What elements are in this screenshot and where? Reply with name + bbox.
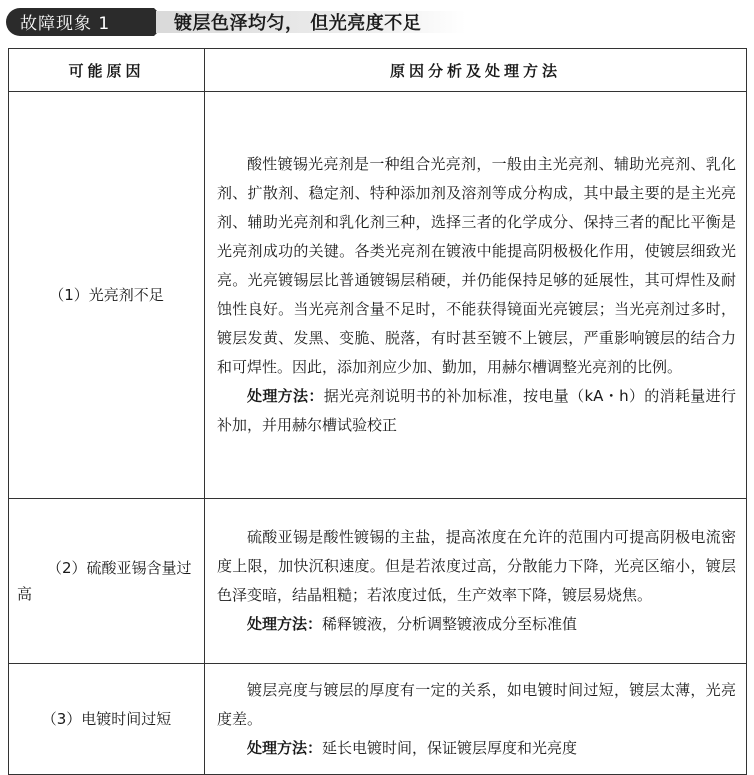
analysis-text: 镀层亮度与镀层的厚度有一定的关系，如电镀时间过短，镀层太薄，光亮度差。 — [217, 680, 736, 728]
table-row — [9, 499, 747, 664]
fault-header — [6, 6, 486, 38]
method-label: 处理方法： — [247, 738, 323, 757]
method-text: 稀释镀液，分析调整镀液成分至标准值 — [322, 615, 578, 633]
cause-text: （1）光亮剂不足 — [49, 286, 164, 304]
analysis-text: 硫酸亚锡是酸性镀锡的主盐，提高浓度在允许的范围内可提高阴极电流密度上限，加快沉积速度。但是若浓度过高，分散能力下降，光亮区缩小，镀层色泽变暗，结晶粗糙；若浓度过低，生产效率下降，镀层易烧焦。 — [217, 528, 736, 604]
analysis-cell — [205, 499, 747, 664]
cause-cell — [9, 664, 205, 775]
analysis-text: 酸性镀锡光亮剂是一种组合光亮剂，一般由主光亮剂、辅助光亮剂、乳化剂、扩散剂、稳定剂、特种添加剂及溶剂等成分构成，其中最主要的是主光亮剂、辅助光亮剂和乳化剂三种，选择三者的化学成分、保持三者的配比平衡是光亮剂成功的关键。各类光亮剂在镀液中能提高阴极极化作用，使镀层细致光亮。光亮镀锡层比普通镀锡层稍硬，并仍能保持足够的延展性，其可焊性及耐蚀性良好。当光亮剂含量不足时，不能获得镜面光亮镀层；当光亮剂过多时，镀层发黄、发黑、变脆、脱落，有时甚至镀不上镀层，严重影响镀层的结合力和可焊性。因此，添加剂应少加、勤加，用赫尔槽调整光亮剂的比例。 — [217, 155, 736, 376]
cause-cell — [9, 499, 205, 664]
column-header-analysis: 原因分析及处理方法 — [205, 49, 747, 92]
cause-cell — [9, 92, 205, 499]
method-paragraph — [217, 734, 736, 763]
method-text: 延长电镀时间，保证镀层厚度和光亮度 — [322, 738, 578, 757]
analysis-cell — [205, 664, 747, 775]
fault-title: 镀层色泽均匀， 但光亮度不足 — [174, 13, 422, 34]
analysis-cell — [205, 92, 747, 499]
method-label: 处理方法： — [247, 615, 323, 633]
method-paragraph — [217, 610, 736, 639]
troubleshooting-table — [8, 48, 747, 775]
cause-text: （2）硫酸亚锡含量过高 — [17, 559, 192, 603]
column-header-cause: 可能原因 — [9, 49, 205, 92]
method-label: 处理方法： — [247, 387, 324, 405]
method-text: 据光亮剂说明书的补加标准，按电量（kA・h）的消耗量进行补加，并用赫尔槽试验校正 — [217, 387, 736, 434]
table-row — [9, 664, 747, 775]
cause-text: （3）电镀时间过短 — [41, 710, 172, 728]
table-row — [9, 92, 747, 499]
table-header-row — [9, 49, 747, 92]
method-paragraph — [217, 382, 736, 440]
fault-number-label: 故障现象 1 — [20, 14, 111, 34]
